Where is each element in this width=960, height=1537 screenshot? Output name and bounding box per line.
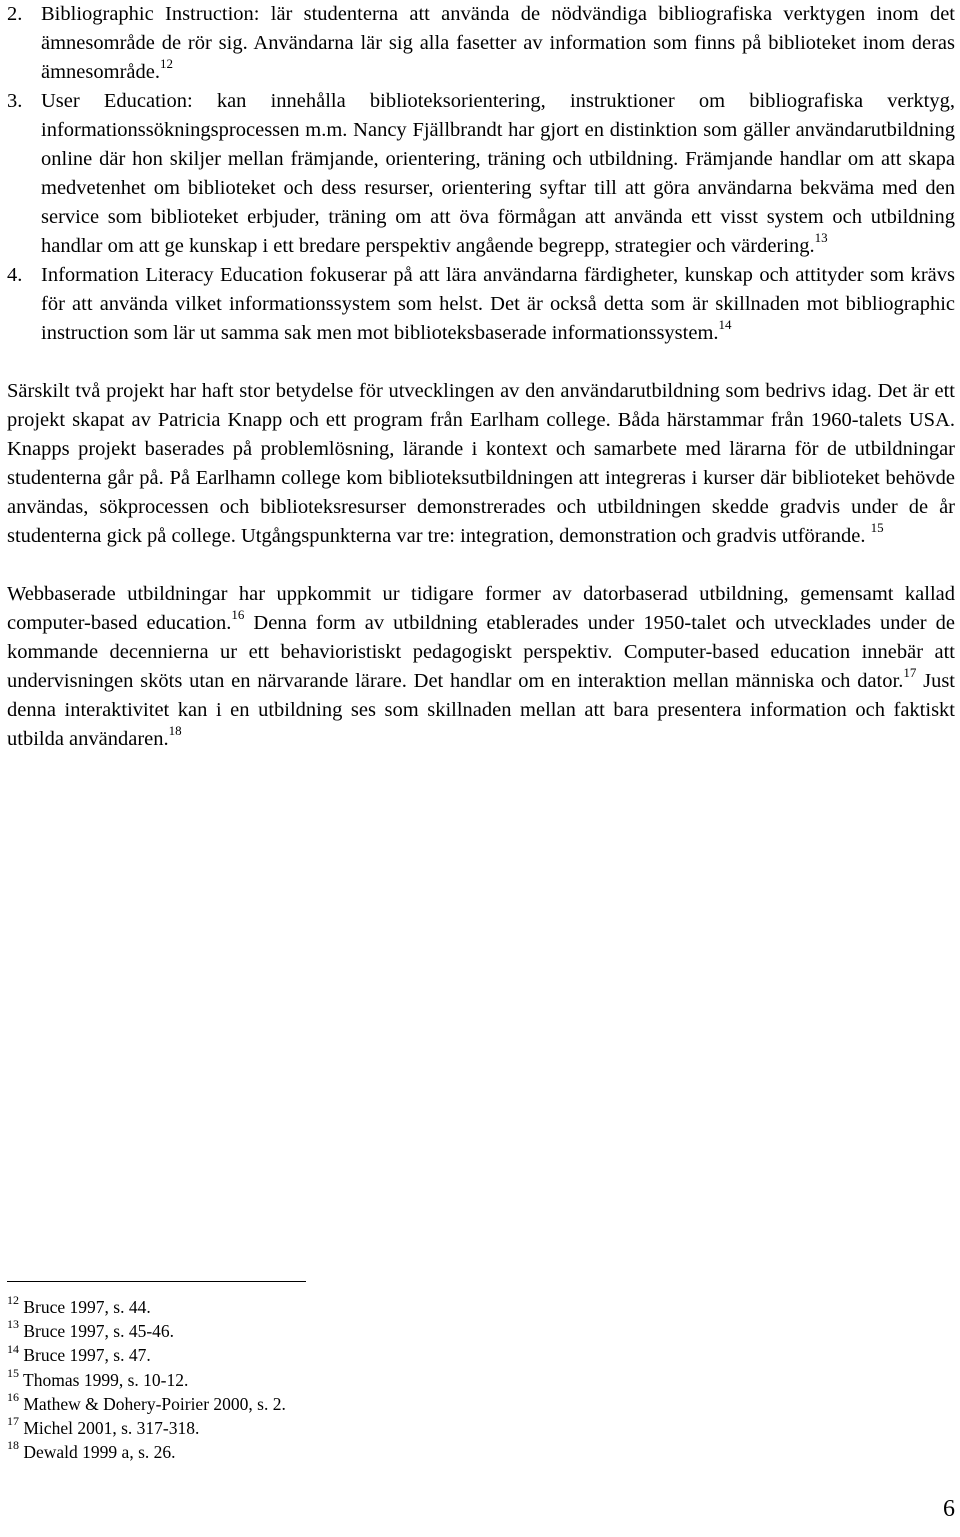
- list-number: 2.: [7, 3, 23, 25]
- footnote-ref[interactable]: 13: [814, 230, 828, 246]
- page-number: 6: [943, 1496, 955, 1522]
- footnote-text: Bruce 1997, s. 47.: [19, 1345, 151, 1366]
- footnote: [7, 1416, 286, 1440]
- footnote-number: 15: [7, 1365, 19, 1380]
- footnote-text: Dewald 1999 a, s. 26.: [19, 1442, 176, 1463]
- paragraph-text: Webbaserade utbildningar har uppkommit ur tidigare former av datorbaserad utbildning, gemensamt kallad computer-based education.: [7, 583, 955, 634]
- footnote-number: 12: [7, 1293, 19, 1308]
- numbered-list: [7, 0, 955, 348]
- footnote-number: 18: [7, 1438, 19, 1453]
- paragraph-text: Särskilt två projekt har haft stor betydelse för utvecklingen av den användarutbildning som bedrivs idag. Det är ett projekt skapat av Patricia Knapp och ett program från Earlham college. Båda härstammar från 1960-talets USA. Knapps projekt baserades på problemlösning, lärande i kontext och samarbete med lärarna för de utbildningar studenterna går på. På Earlhamn college kom biblioteksutbildningen att integreras i kurser där biblioteket behövde användas, sökprocessen och biblioteksresurser demonstrerades och utbildningen skedde gradvis under de år studenterna gick på college. Utgångspunkterna var tre: integration, demonstration och gradvis utförande.: [7, 380, 955, 547]
- body-paragraph: [7, 580, 955, 754]
- list-item-text: Bibliographic Instruction: lär studenterna att använda de nödvändiga bibliografiska verktygen inom det ämnesområde de rör sig. Användarna lär sig alla fasetter av information som finns på biblioteket inom deras ämnesområde.: [41, 3, 955, 83]
- list-item-text: Information Literacy Education fokuserar på att lära användarna färdigheter, kunskap och attityder som krävs för att använda vilket informationssystem som helst. Det är också detta som är skillnaden mot bibliographic instruction som lär ut samma sak men mot biblioteksbaserade informationssystem.: [41, 264, 955, 344]
- footnotes: [7, 1295, 286, 1464]
- footnote-number: 14: [7, 1341, 19, 1356]
- body-paragraph: [7, 377, 955, 551]
- footnote-ref[interactable]: 16: [231, 607, 245, 623]
- list-item-text: User Education: kan innehålla biblioteksorientering, instruktioner om bibliografiska verktyg, informationssökningsprocessen m.m. Nancy Fjällbrandt har gjort en distinktion som gäller användarutbildning online där hon skiljer mellan främjande, orientering, träning och utbildning. Främjande handlar om att skapa medvetenhet om biblioteket och dess resurser, orientering syftar till att göra användarna bekväma med den service som biblioteket erbjuder, träning om att öva förmågan att använda ett visst system och utbildning handlar om att ge kunskap i ett bredare perspektiv angående begrepp, strategier och värdering.: [41, 90, 955, 257]
- footnote-number: 13: [7, 1317, 19, 1332]
- footnote: [7, 1319, 286, 1343]
- footnote-ref[interactable]: 14: [718, 317, 732, 333]
- footnote-text: Bruce 1997, s. 45-46.: [19, 1321, 175, 1342]
- list-item: [7, 87, 955, 261]
- footnote: [7, 1389, 286, 1416]
- list-item: [7, 0, 955, 87]
- paragraph-text: Denna form av utbildning etablerades under 1950-talet och utvecklades under de kommande decennierna ur ett behavioristiskt pedagogiskt perspektiv. Computer-based education innebär att undervisningen sköts utan en närvarande lärare. Det handlar om en interaktion mellan människa och dator.: [7, 612, 955, 692]
- footnote-number: 16: [7, 1389, 19, 1404]
- footnote-ref[interactable]: 17: [903, 665, 917, 681]
- footnote: [7, 1365, 286, 1392]
- list-number: 4.: [7, 264, 23, 286]
- document-page: [7, 0, 955, 754]
- footnote-ref[interactable]: 18: [168, 723, 182, 739]
- footnote: [7, 1295, 286, 1319]
- footnote-text: Mathew & Dohery-Poirier 2000, s. 2.: [19, 1393, 286, 1414]
- footnote-text: Thomas 1999, s. 10-12.: [19, 1369, 189, 1390]
- footnote-text: Bruce 1997, s. 44.: [19, 1297, 151, 1317]
- footnote-ref[interactable]: 12: [159, 56, 173, 72]
- footnote-number: 17: [7, 1414, 19, 1429]
- paragraph-text: Just denna interaktivitet kan i en utbildning ses som skillnaden mellan att bara presentera information och faktiskt utbilda användaren.: [7, 670, 956, 750]
- footnote: [7, 1343, 286, 1367]
- footnote-separator: [7, 1281, 306, 1282]
- list-number: 3.: [7, 90, 23, 112]
- footnote-ref[interactable]: 15: [870, 520, 884, 536]
- footnote-text: Michel 2001, s. 317-318.: [19, 1418, 200, 1439]
- footnote: [7, 1440, 286, 1464]
- list-item: [7, 261, 955, 348]
